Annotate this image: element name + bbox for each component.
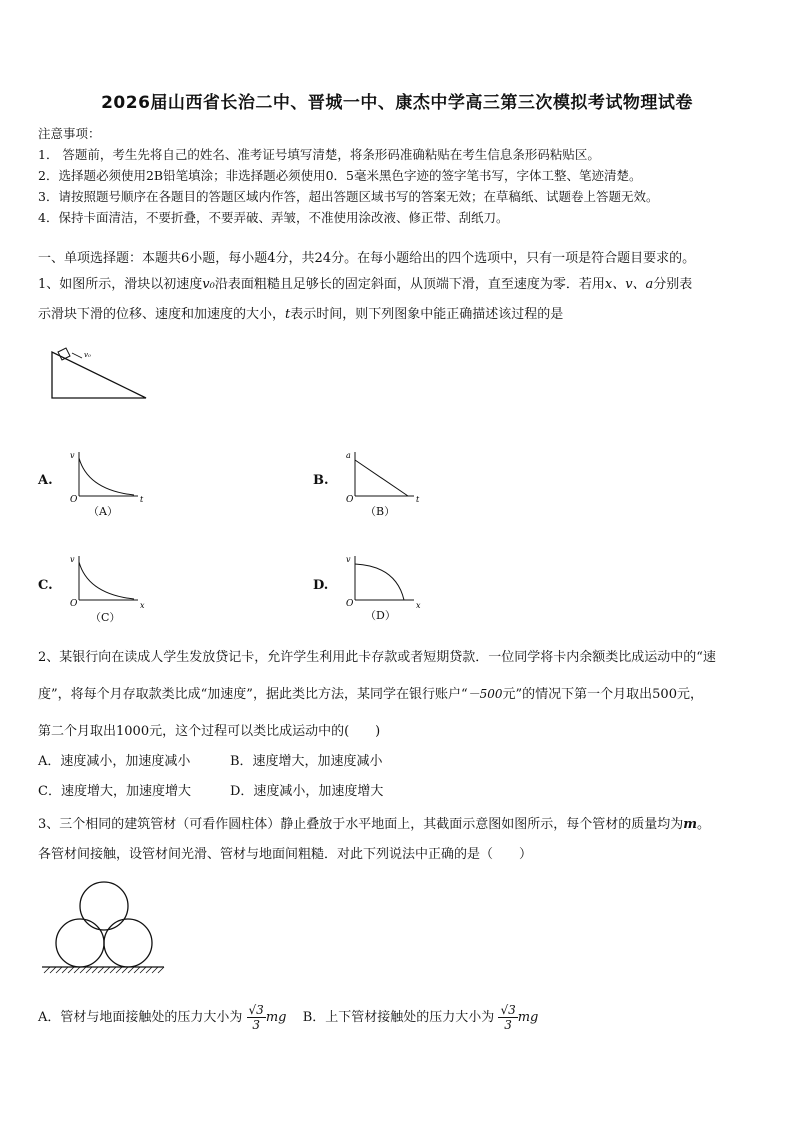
q2-line-1: 2、某银行向在读成人学生发放贷记卡，允许学生利用此卡存款或者短期贷款．一位同学将卡内余额类比成运动中的“速 [38,650,716,665]
section-heading: 一、单项选择题：本题共6小题，每小题4分，共24分。在每小题给出的四个选项中，只有一项是符合题目要求的。 [38,251,696,266]
ground-hatch [44,967,164,973]
graph-a-origin: O [70,495,78,505]
graph-b-y-label: a [346,451,351,460]
graph-d-curve [355,564,404,600]
graph-d-x-label: x [416,601,421,610]
incline-triangle [52,352,146,398]
q1-v0: v₀ [202,277,215,292]
q2-text-b: 元”的情况下第一个月取出500元， [502,687,703,702]
notice-item-3: 3．请按照题号顺序在各题目的答题区域内作答，超出答题区域书写的答案无效；在草稿纸、试题卷上答题无效。 [38,189,659,204]
q3-option-a-numerator: √3 [248,1003,264,1017]
velocity-arrow [72,353,82,358]
graph-c-origin: O [70,599,78,609]
q1-t: t [285,307,291,322]
q1-graph-a[interactable] [64,448,154,506]
graph-c-curve [79,562,134,599]
q3-options-row [38,1003,538,1032]
q1-caption-a: （A） [88,505,118,518]
notice-heading: 注意事项： [38,126,101,141]
q1-vars: x、v、a [604,277,654,292]
q1-text-e: 表示时间，则下列图象中能正确描述该过程的是 [290,307,564,322]
q3-option-b-numerator: √3 [500,1003,516,1017]
q1-option-b-label[interactable]: B. [313,473,329,488]
q1-caption-c: （C） [90,611,121,624]
graph-b-origin: O [346,495,354,505]
q3-option-b-text: B．上下管材接触处的压力大小为 [302,1010,495,1025]
pipes-figure [38,876,168,976]
q1-graph-d[interactable] [340,552,430,610]
q1-text-b: 沿表面粗糙且足够长的固定斜面，从顶端下滑，直至速度为零．若用 [214,277,605,292]
q1-graph-b[interactable] [340,448,430,506]
q1-graph-c[interactable] [64,552,154,610]
graph-c-x-label: x [140,601,145,610]
q3-text-a: 3、三个相同的建筑管材（可看作圆柱体）静止叠放于水平地面上，其截面示意图如图所示，每个管材的质量均为 [38,817,684,832]
q2-option-a[interactable]: A．速度减小，加速度减小 [38,754,191,769]
q1-text-a: 1、如图所示，滑块以初速度 [38,277,203,292]
q3-line-1 [38,813,710,832]
graph-d-origin: O [346,599,354,609]
page-title: 2026届山西省长治二中、晋城一中、康杰中学高三第三次模拟考试物理试卷 [101,93,693,113]
notice-item-4: 4．保持卡面清洁，不要折叠，不要弄破、弄皱，不准使用涂改液、修正带、刮纸刀。 [38,210,509,225]
notice-item-2: 2．选择题必须使用2B铅笔填涂；非选择题必须使用0．5毫米黑色字迹的签字笔书写，字体工整、笔迹清楚。 [38,168,642,183]
q3-option-a-mg: mg [265,1010,287,1025]
q1-option-d-label[interactable]: D. [313,578,329,593]
q1-line-2 [38,303,563,322]
q1-caption-d: （D） [365,609,396,622]
graph-a-curve [79,458,134,495]
q3-option-a-denominator: 3 [252,1018,260,1032]
graph-c-y-label: v [70,555,75,564]
pipe-bottom-right [104,919,152,967]
q1-text-d: 示滑块下滑的位移、速度和加速度的大小， [38,307,286,322]
q3-m: m [683,817,698,832]
pipe-top [80,882,128,930]
q3-line-2: 各管材间接触，设管材间光滑、管材与地面间粗糙．对此下列说法中正确的是（ ） [38,847,533,862]
q1-option-a-label[interactable]: A. [38,473,53,488]
q2-option-d[interactable]: D．速度减小，加速度增大 [230,784,384,799]
graph-b-x-label: t [416,495,420,504]
q3-option-b[interactable] [302,1003,539,1032]
pipe-bottom-left [56,919,104,967]
graph-d-y-label: v [346,555,351,564]
q3-option-b-denominator: 3 [504,1018,512,1032]
graph-a-y-label: v [70,451,75,460]
graph-b-line [355,460,408,496]
q2-amount: －500 [467,687,503,701]
q1-line-1 [38,273,692,292]
incline-figure [44,344,154,404]
q3-option-a-fraction [247,1003,266,1032]
q2-option-b[interactable]: B．速度增大，加速度减小 [230,754,383,769]
q3-text-b: 。 [697,817,711,832]
q3-option-b-mg: mg [517,1010,539,1025]
q1-caption-b: （B） [365,505,396,518]
q2-line-3: 第二个月取出1000元，这个过程可以类比成运动中的( ) [38,724,381,739]
q3-option-a-text: A．管材与地面接触处的压力大小为 [38,1010,243,1025]
q2-text-a: 度”，将每个月存取款类比成“加速度”，据此类比方法，某同学在银行账户“ [38,687,468,702]
notice-item-1: 1． 答题前，考生先将自己的姓名、准考证号填写清楚，将条形码准确粘贴在考生信息条形码粘贴区。 [38,147,600,162]
q1-option-c-label[interactable]: C. [38,578,53,593]
q1-text-c: 分别表 [653,277,693,292]
q2-line-2 [38,683,703,702]
incline-v0-label: v₀ [84,351,91,359]
q3-option-a[interactable] [38,1003,291,1032]
graph-a-x-label: t [140,495,144,504]
q2-option-c[interactable]: C．速度增大，加速度增大 [38,784,191,799]
q3-option-b-fraction [498,1003,517,1032]
